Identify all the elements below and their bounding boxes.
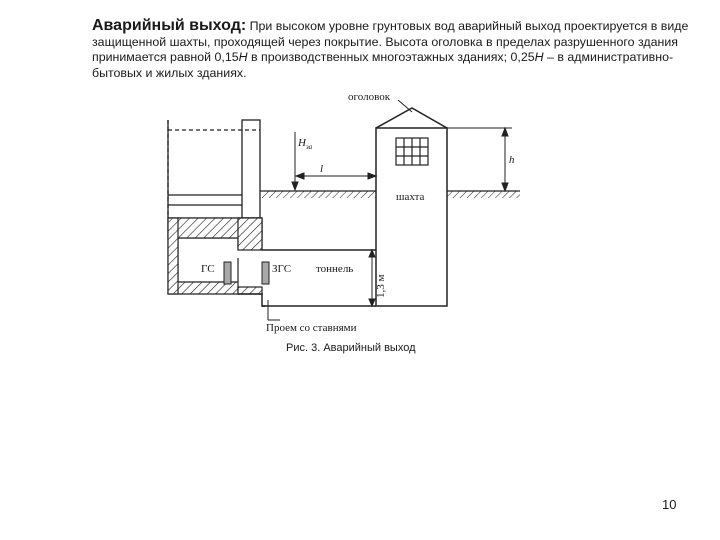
label-proem: Проем со ставнями [266, 322, 357, 334]
label-zgs: ЗГС [272, 263, 292, 275]
label-h: h [509, 154, 515, 166]
label-shakhta: шахта [396, 191, 425, 203]
hermetic-doors [224, 262, 269, 284]
figure-caption: Рис. 3. Аварийный выход [286, 342, 416, 354]
label-gs: ГС [201, 263, 215, 275]
vent-grille [396, 138, 428, 165]
intro-var-h-1: H [238, 50, 248, 64]
label-ogolovok: оголовок [348, 91, 391, 103]
building-ruins [168, 120, 260, 218]
label-hza-main: H [298, 137, 306, 149]
intro-var-h-2: H [534, 50, 544, 64]
intro-text-1: При высоком уровне грунтовых вод аварийный выход проектируется в виде защищенной шахты, проходящей через покрытие. Высота оголовка в пределах разрушенного здания принимается равной 0,15 [92, 19, 689, 64]
label-l: l [320, 163, 324, 175]
page-number: 10 [662, 497, 677, 512]
label-hza [297, 137, 313, 151]
intro-text-3: – в административно-бытовых и жилых зданиях. [92, 50, 674, 80]
label-height: 1,3 м [375, 274, 387, 298]
intro-heading: Аварийный выход: [92, 17, 247, 34]
zgs-door [262, 262, 269, 284]
label-tonnel: тоннель [316, 263, 354, 275]
gs-door [224, 262, 231, 284]
diagram-labels [201, 91, 515, 334]
shelter-wall [168, 218, 262, 294]
tunnel [238, 250, 376, 306]
label-hza-sub: за [305, 143, 313, 151]
intro-text-2: в производственных многоэтажных зданиях; 0,25 [247, 50, 535, 64]
